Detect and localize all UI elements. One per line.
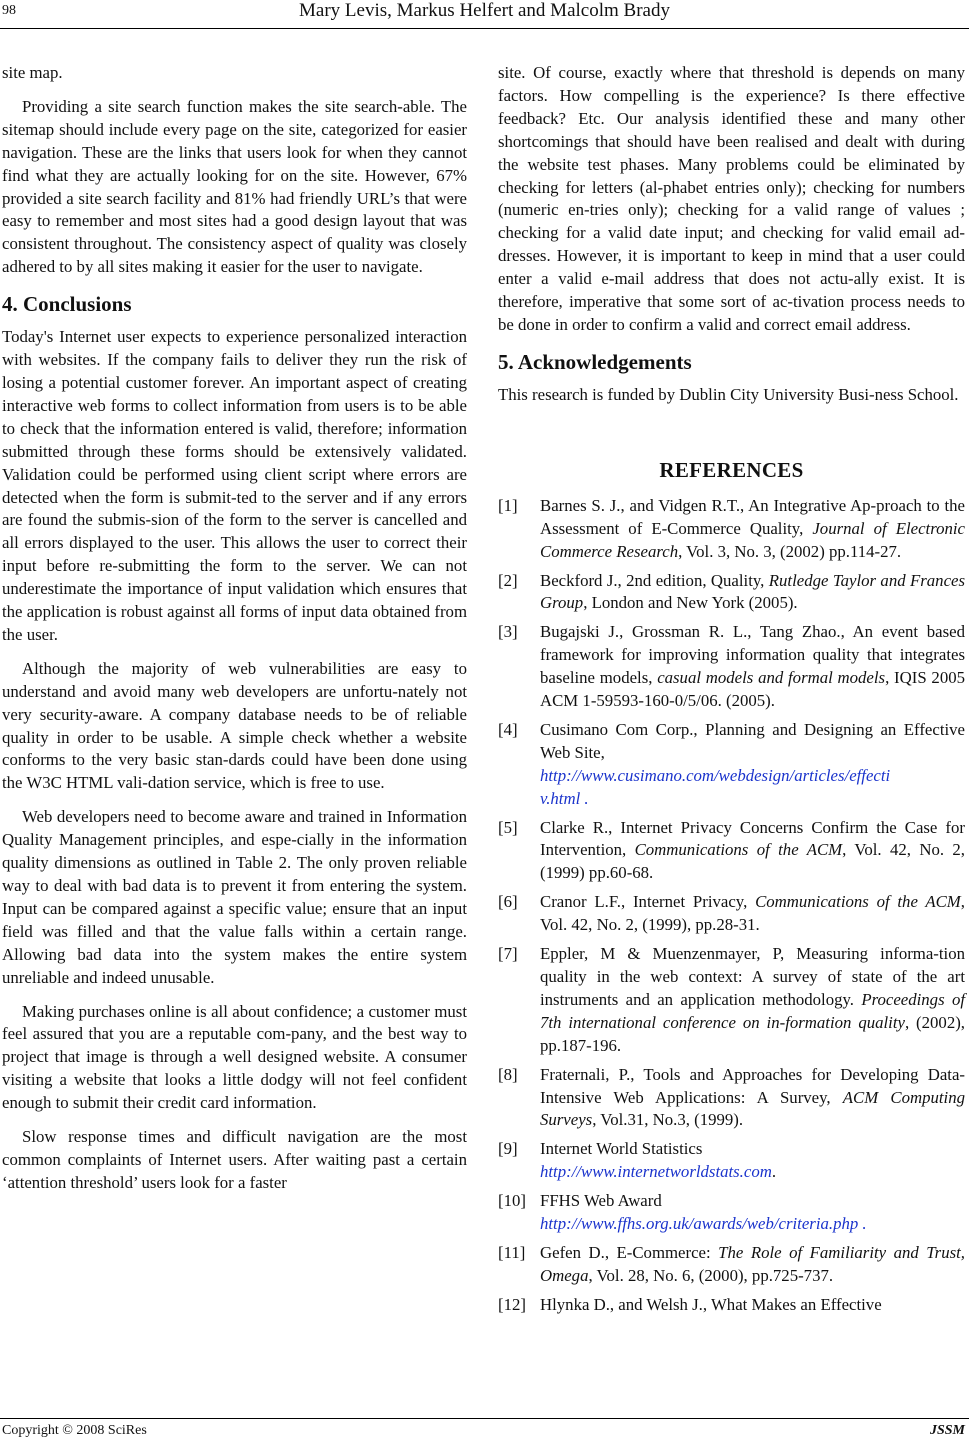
reference-text: FFHS Web Award: [540, 1191, 662, 1211]
reference-details: , Vol. 28, No. 6, (2000), pp.725-737.: [588, 1265, 834, 1285]
paragraph-site-search: Providing a site search function makes the site search-able. The sitemap should include every page on the site, categorized for easier navigation. These are the links that users look for when they cannot find what they are actually looking for on the site. However, 67% provided a site search facility and 81% had friendly URL’s that were easy to remember and most sites had a good design layout that was consistent throughout. The consistency aspect of quality was closely adhered to by all sites making it easier for the user to navigate.: [2, 96, 467, 277]
reference-item: [498, 1064, 965, 1133]
reference-source: Communications of the ACM: [634, 840, 843, 860]
paragraph-sitemap: site map.: [2, 63, 63, 82]
reference-item: [498, 1190, 965, 1236]
reference-number: [6]: [498, 892, 518, 912]
left-column: [2, 62, 467, 1195]
paragraph-threshold: site. Of course, exactly where that threshold is depends on many factors. How compelling is the experience? Is there effective feedback? Etc. Our analysis identified these and many other shortcomings that should have been realised and dealt with during the website test phases. Many problems could be eliminated by checking for letters (al-phabet entries only); checking for numbers (numeric en-tries only); checking for a valid range of values ; checking for a valid date input; and checking for valid email ad-dresses. However, it is important to keep in mind that a user could enter a valid e-mail address that does not actu-ally exist. It is therefore, imperative that some sort of ac-tivation process needs to be done in order to confirm a valid and correct email address.: [498, 63, 965, 334]
reference-text: Eppler, M & Muenzenmayer, P, Measuring informa-tion quality in the web context: A survey of state of the art instruments and an application methodology.: [540, 944, 965, 1009]
reference-text: Clarke R., Internet Privacy Concerns Confirm the Case for Intervention,: [540, 817, 965, 860]
references-list: [498, 495, 965, 1317]
reference-details: , IQIS 2005 ACM 1-59593-160-0/5/06. (2005).: [540, 668, 965, 711]
page-number: 98: [2, 3, 16, 18]
reference-details: , Vol. 3, No. 3, (2002) pp.114-27.: [678, 541, 902, 561]
conclusions-heading: 4. Conclusions: [2, 292, 132, 317]
reference-number: [2]: [498, 570, 518, 590]
reference-text: Cusimano Com Corp., Planning and Designing an Effective Web Site,: [540, 719, 965, 762]
paragraph-purchases: Making purchases online is all about confidence; a customer must feel assured that you are a reputable com-pany, and the best way to project that image is through a well designed website. A consumer visiting a website that looks a little dodgy will not feel confident enough to submit their credit card information.: [2, 1001, 467, 1113]
reference-text: Gefen D., E-Commerce:: [540, 1242, 719, 1262]
reference-details: , (2002), pp.187-196.: [540, 1012, 965, 1055]
reference-link-period: .: [771, 1162, 777, 1182]
reference-details: , London and New York (2005).: [583, 593, 798, 613]
reference-text: Internet World Statistics: [540, 1139, 703, 1159]
reference-link-line: [540, 1161, 965, 1184]
running-title: Mary Levis, Markus Helfert and Malcolm Brady: [299, 0, 670, 21]
reference-number: [10]: [498, 1191, 526, 1211]
page-footer: [0, 1418, 969, 1444]
reference-details: , Vol. 42, No. 2, (1999) pp.60-68.: [540, 840, 966, 883]
reference-item: [498, 817, 965, 886]
reference-text: Bugajski J., Grossman R. L., Tang Zhao., An event based framework for improving information quality that integrates baseline models,: [540, 622, 965, 688]
reference-item: [498, 1242, 965, 1288]
reference-text: Cranor L.F., Internet Privacy,: [540, 892, 756, 912]
reference-number: [12]: [498, 1294, 526, 1314]
reference-link[interactable]: http://www.cusimano.com/webdesign/articles/effecti: [540, 765, 891, 785]
right-column: [498, 62, 965, 1323]
reference-number: [9]: [498, 1139, 518, 1159]
reference-number: [11]: [498, 1242, 526, 1262]
reference-item: [498, 719, 965, 811]
reference-details: , Vol.31, No.3, (1999).: [592, 1110, 744, 1130]
reference-number: [1]: [498, 495, 518, 515]
reference-text: Fraternali, P., Tools and Approaches for Developing Data-Intensive Web Applications: A Survey,: [540, 1064, 965, 1107]
reference-text: Hlynka D., and Welsh J., What Makes an Effective: [540, 1294, 882, 1314]
reference-source: ACM Computing Surveys: [540, 1087, 965, 1130]
reference-item: [498, 621, 965, 713]
reference-source: Rutledge Taylor and Frances Group: [540, 570, 965, 613]
reference-details: , Vol. 42, No. 2, (1999), pp.28-31.: [540, 892, 965, 935]
reference-item: [498, 1138, 965, 1184]
reference-number: [4]: [498, 719, 518, 739]
references-heading: REFERENCES: [659, 457, 804, 482]
paragraph-web-developers: Web developers need to become aware and trained in Information Quality Management principles, and espe-cially in the information quality dimensions as outlined in Table 2. The only proven reliable way to deal with bad data is to prevent it from entering the system. Input can be compared against a specific value; ensure that an input field was filled and that the value falls within a certain range. Allowing bad data into the system makes the entire system unreliable and indeed unusable.: [2, 807, 467, 987]
page-header: [0, 0, 969, 29]
paragraph-acknowledgements: This research is funded by Dublin City University Busi-ness School.: [498, 384, 959, 404]
reference-item: [498, 891, 965, 937]
reference-text: Barnes S. J., and Vidgen R.T., An Integrative Ap-proach to the Assessment of E-Commerce Quality,: [540, 495, 965, 538]
paragraph-slow-response: Slow response times and difficult navigation are the most common complaints of Internet users. After waiting past a certain ‘attention threshold’ users look for a faster: [2, 1127, 467, 1192]
reference-source: Journal of Electronic Commerce Research: [540, 518, 965, 561]
reference-item: [498, 495, 965, 564]
reference-text: Beckford J., 2nd edition, Quality,: [540, 570, 769, 590]
reference-item: [498, 570, 965, 616]
paragraph-vulnerabilities: Although the majority of web vulnerabilities are easy to understand and avoid many web developers are unfortu-nately not very security-aware. A company database needs to be of reliable quality in order to be usable. A simple check whether a website conforms to the very basic stan-dards could have been done using the W3C HTML vali-dation service, which is free to use.: [2, 658, 467, 793]
reference-number: [8]: [498, 1064, 518, 1084]
reference-item: [498, 1294, 965, 1317]
reference-item: [498, 943, 965, 1058]
reference-source: casual models and formal models: [657, 668, 886, 688]
reference-source: The Role of Familiarity and Trust, Omega: [540, 1242, 965, 1285]
reference-number: [7]: [498, 944, 518, 964]
reference-link[interactable]: http://www.internetworldstats.com: [540, 1162, 772, 1182]
reference-source: Proceedings of 7th international conference on in-formation quality: [540, 989, 966, 1032]
reference-number: [5]: [498, 817, 518, 837]
reference-source: Communications of the ACM: [755, 892, 961, 912]
reference-link[interactable]: http://www.ffhs.org.uk/awards/web/criteria.php .: [540, 1214, 867, 1234]
acknowledgements-heading: 5. Acknowledgements: [498, 349, 692, 374]
reference-link[interactable]: v.html .: [540, 788, 589, 808]
paragraph-conclusions: Today's Internet user expects to experience personalized interaction with websites. If the company fails to deliver they run the risk of losing a potential customer forever. An important aspect of creating interactive web forms to collect information from users is to be able to check that the information entered is valid, therefore; information submitted through these forms should be extensively validated. Validation could be performed using client script where errors are detected when the form is submit-ted to the server and if any errors are found the submis-sion of the form to the server is cancelled and all errors displayed to the user. This allows the user to correct their input before re-submitting the form to the server. We can not underestimate the importance of input validation which ensures that the application is robust against all forms of input data obtained from the user.: [2, 327, 467, 644]
copyright-notice: Copyright © 2008 SciRes: [2, 1423, 147, 1438]
reference-number: [3]: [498, 622, 518, 642]
journal-abbreviation: JSSM: [929, 1423, 965, 1438]
